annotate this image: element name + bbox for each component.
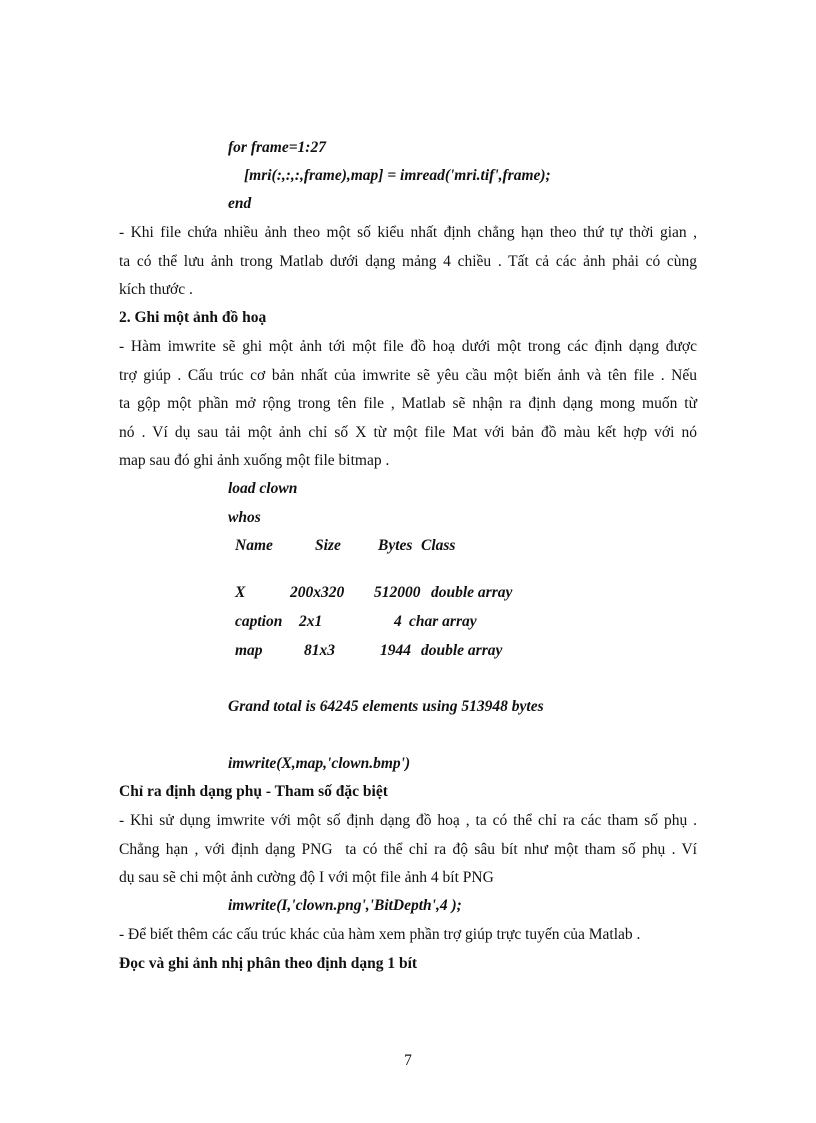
paragraph-line: map sau đó ghi ảnh xuống một file bitmap . <box>119 452 390 469</box>
whos-row-name: caption <box>235 613 283 630</box>
paragraph-line: - Hàm imwrite sẽ ghi một ảnh tới một file đồ hoạ dưới một trong các định dạng được <box>119 338 697 355</box>
paragraph-line: nó . Ví dụ sau tải một ảnh chỉ số X từ một file Mat với bản đồ màu kết hợp với nó <box>119 424 697 441</box>
whos-header-size: Size <box>315 537 341 554</box>
whos-row-class: double array <box>431 584 513 601</box>
code-load-clown: load clown <box>228 480 298 497</box>
whos-row-bytes: 4 <box>394 613 402 630</box>
code-whos: whos <box>228 509 261 526</box>
paragraph-line: trợ giúp . Cấu trúc cơ bản nhất của imwrite sẽ yêu cầu một biến ảnh và tên file . Nếu <box>119 367 697 384</box>
paragraph-line: ta có thể lưu ảnh trong Matlab dưới dạng mảng 4 chiều . Tất cả các ảnh phải có cùng <box>119 253 697 270</box>
section-heading: 2. Ghi một ảnh đồ hoạ <box>119 309 267 326</box>
code-imread-line: [mri(:,:,:,frame),map] = imread('mri.tif',frame); <box>244 167 551 184</box>
whos-header-class: Class <box>421 537 456 554</box>
paragraph-line: - Khi file chứa nhiều ảnh theo một số kiểu nhất định chẳng hạn theo thứ tự thời gian , <box>119 224 697 241</box>
paragraph-line: kích thước . <box>119 281 193 298</box>
whos-row-size: 2x1 <box>299 613 323 630</box>
whos-header-bytes: Bytes <box>378 537 413 554</box>
paragraph-line: Chẳng hạn , với định dạng PNG ta có thể chỉ ra độ sâu bít như một tham số phụ . Ví <box>119 841 697 858</box>
code-end: end <box>228 195 252 212</box>
whos-row-bytes: 1944 <box>380 642 411 659</box>
whos-header-name: Name <box>235 537 273 554</box>
paragraph-line: dụ sau sẽ chi một ảnh cường độ I với một file ảnh 4 bít PNG <box>119 869 494 886</box>
section-heading: Đọc và ghi ảnh nhị phân theo định dạng 1 bít <box>119 955 418 972</box>
whos-row-class: char array <box>409 613 477 630</box>
whos-row-size: 81x3 <box>304 642 335 659</box>
whos-row-class: double array <box>421 642 503 659</box>
whos-row-name: X <box>235 584 246 601</box>
code-grand-total: Grand total is 64245 elements using 513948 bytes <box>228 698 544 715</box>
whos-row-size: 200x320 <box>290 584 345 601</box>
paragraph-line: - Để biết thêm các cấu trúc khác của hàm xem phần trợ giúp trực tuyến của Matlab . <box>119 926 641 943</box>
section-heading: Chỉ ra định dạng phụ - Tham số đặc biệt <box>119 783 388 800</box>
paragraph-line: ta gộp một phần mở rộng trong tên file , Matlab sẽ nhận ra định dạng mong muốn từ <box>119 395 697 412</box>
code-for-frame: for frame=1:27 <box>228 139 326 156</box>
code-imwrite-png: imwrite(I,'clown.png','BitDepth',4 ); <box>228 897 462 914</box>
code-imwrite-bmp: imwrite(X,map,'clown.bmp') <box>228 755 411 772</box>
page-number: 7 <box>404 1052 412 1069</box>
whos-row-bytes: 512000 <box>374 584 421 601</box>
paragraph-line: - Khi sử dụng imwrite với một số định dạng đồ hoạ , ta có thể chỉ ra các tham số phụ . <box>119 812 697 829</box>
whos-row-name: map <box>235 642 263 659</box>
